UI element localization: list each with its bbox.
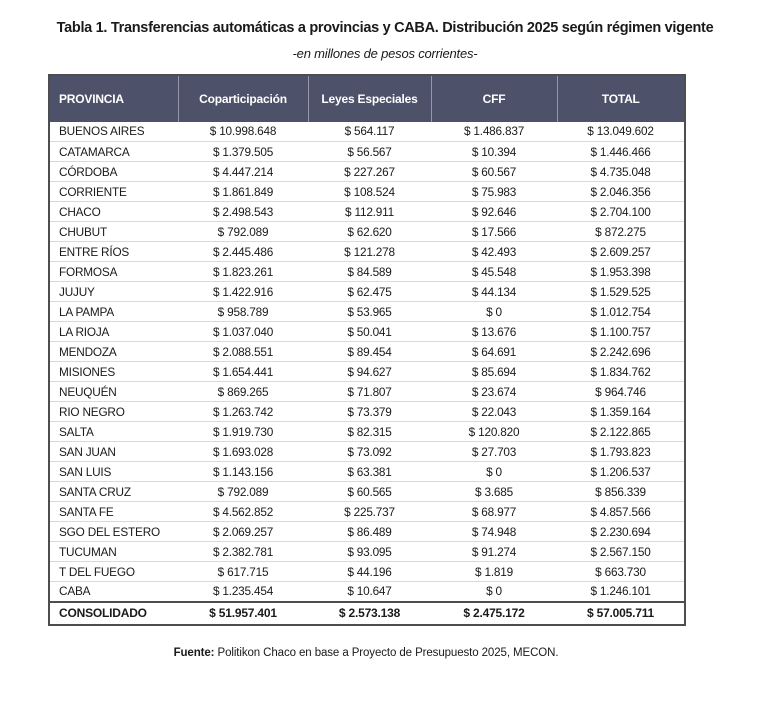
amount-cell: $ 1.422.916 (178, 282, 308, 302)
amount-cell: $ 1.953.398 (557, 262, 685, 282)
amount-cell: $ 856.339 (557, 482, 685, 502)
table-row (49, 122, 685, 142)
amount-cell: $ 1.037.040 (178, 322, 308, 342)
table-row (49, 402, 685, 422)
amount-cell: $ 120.820 (431, 422, 557, 442)
amount-cell: $ 75.983 (431, 182, 557, 202)
column-header-coparticipacion: Coparticipación (178, 75, 308, 122)
consolidado-label-cell: CONSOLIDADO (49, 602, 178, 625)
amount-cell: $ 10.998.648 (178, 122, 308, 142)
amount-cell: $ 1.823.261 (178, 262, 308, 282)
amount-cell: $ 27.703 (431, 442, 557, 462)
transfers-table (48, 74, 686, 626)
amount-cell: $ 84.589 (308, 262, 431, 282)
provincia-cell: SANTA CRUZ (49, 482, 178, 502)
amount-cell: $ 44.134 (431, 282, 557, 302)
amount-cell: $ 74.948 (431, 522, 557, 542)
amount-cell: $ 1.654.441 (178, 362, 308, 382)
amount-cell: $ 10.394 (431, 142, 557, 162)
amount-cell: $ 23.674 (431, 382, 557, 402)
amount-cell: $ 112.911 (308, 202, 431, 222)
provincia-cell: SAN LUIS (49, 462, 178, 482)
amount-cell: $ 2.230.694 (557, 522, 685, 542)
table-row (49, 282, 685, 302)
provincia-cell: SANTA FE (49, 502, 178, 522)
amount-cell: $ 0 (431, 462, 557, 482)
amount-cell: $ 1.359.164 (557, 402, 685, 422)
amount-cell: $ 89.454 (308, 342, 431, 362)
amount-cell: $ 10.647 (347, 584, 392, 599)
amount-cell: $ 1.446.466 (557, 142, 685, 162)
table-title: Tabla 1. Transferencias automáticas a provincias y CABA. Distribución 2025 según régimen vigente (56, 20, 714, 36)
amount-cell: $ 71.807 (308, 382, 431, 402)
amount-cell: $ 1.206.537 (557, 462, 685, 482)
table-row (49, 562, 685, 582)
amount-cell: $ 227.267 (308, 162, 431, 182)
consolidado-amount-cell: $ 57.005.711 (557, 602, 685, 625)
amount-cell: $ 13.049.602 (557, 122, 685, 142)
provincia-cell: MENDOZA (49, 342, 178, 362)
table-row (49, 462, 685, 482)
table-row (49, 442, 685, 462)
amount-cell: $ 2.498.543 (178, 202, 308, 222)
amount-cell: $ 564.117 (308, 122, 431, 142)
provincia-cell: ENTRE RÍOS (49, 242, 178, 262)
provincia-cell: MISIONES (49, 362, 178, 382)
provincia-cell: RIO NEGRO (49, 402, 178, 422)
table-row (49, 382, 685, 402)
amount-cell: $ 2.382.781 (178, 542, 308, 562)
provincia-cell: LA RIOJA (49, 322, 178, 342)
amount-cell: $ 73.379 (308, 402, 431, 422)
amount-cell: $ 0 (486, 584, 502, 599)
provincia-cell: NEUQUÉN (49, 382, 178, 402)
amount-cell: $ 1.235.454 (212, 584, 274, 599)
amount-cell: $ 792.089 (178, 482, 308, 502)
amount-cell: $ 2.122.865 (557, 422, 685, 442)
amount-cell: $ 964.746 (557, 382, 685, 402)
amount-cell: $ 1.861.849 (178, 182, 308, 202)
amount-cell: $ 1.919.730 (178, 422, 308, 442)
amount-cell: $ 13.676 (431, 322, 557, 342)
amount-cell: $ 1.693.028 (178, 442, 308, 462)
provincia-cell: CHACO (49, 202, 178, 222)
amount-cell: $ 2.704.100 (557, 202, 685, 222)
provincia-cell: CATAMARCA (49, 142, 178, 162)
amount-cell: $ 1.100.757 (557, 322, 685, 342)
amount-cell: $ 2.567.150 (557, 542, 685, 562)
column-header-total: TOTAL (557, 75, 685, 122)
amount-cell: $ 2.609.257 (557, 242, 685, 262)
amount-cell: $ 85.694 (431, 362, 557, 382)
provincia-cell: BUENOS AIRES (49, 122, 178, 142)
table-row (49, 222, 685, 242)
amount-cell: $ 60.565 (308, 482, 431, 502)
amount-cell: $ 63.381 (308, 462, 431, 482)
table-row (49, 522, 685, 542)
amount-cell: $ 872.275 (557, 222, 685, 242)
provincia-cell: LA PAMPA (49, 302, 178, 322)
amount-cell: $ 2.445.486 (178, 242, 308, 262)
table-body (49, 122, 685, 602)
amount-cell: $ 64.691 (431, 342, 557, 362)
amount-cell: $ 73.092 (308, 442, 431, 462)
amount-cell: $ 1.819 (431, 562, 557, 582)
provincia-cell: SGO DEL ESTERO (49, 522, 178, 542)
amount-cell: $ 44.196 (308, 562, 431, 582)
amount-cell: $ 2.088.551 (178, 342, 308, 362)
amount-cell: $ 663.730 (557, 562, 685, 582)
amount-cell: $ 1.486.837 (431, 122, 557, 142)
table-row (49, 322, 685, 342)
amount-cell: $ 45.548 (431, 262, 557, 282)
amount-cell: $ 225.737 (308, 502, 431, 522)
amount-cell: $ 4.447.214 (178, 162, 308, 182)
amount-cell: $ 108.524 (308, 182, 431, 202)
amount-cell: $ 4.857.566 (557, 502, 685, 522)
amount-cell: $ 94.627 (308, 362, 431, 382)
amount-cell: $ 2.046.356 (557, 182, 685, 202)
amount-cell: $ 86.489 (308, 522, 431, 542)
amount-cell: $ 60.567 (431, 162, 557, 182)
amount-cell: $ 1.379.505 (178, 142, 308, 162)
amount-cell: $ 92.646 (431, 202, 557, 222)
table-row (49, 242, 685, 262)
amount-cell: $ 62.620 (308, 222, 431, 242)
table-row (49, 142, 685, 162)
column-header-leyes-especiales: Leyes Especiales (308, 75, 431, 122)
amount-cell: $ 3.685 (431, 482, 557, 502)
amount-cell: $ 62.475 (308, 282, 431, 302)
consolidado-amount-cell: $ 2.573.138 (308, 602, 431, 625)
table-row (49, 302, 685, 322)
column-header-provincia: PROVINCIA (49, 75, 178, 122)
amount-cell: $ 50.041 (308, 322, 431, 342)
amount-cell: $ 53.965 (308, 302, 431, 322)
table-row (49, 582, 685, 602)
table-row (49, 422, 685, 442)
table-row (49, 482, 685, 502)
table-row (49, 502, 685, 522)
amount-cell: $ 93.095 (308, 542, 431, 562)
provincia-cell: T DEL FUEGO (49, 562, 178, 582)
consolidado-row (49, 602, 685, 625)
amount-cell: $ 91.274 (431, 542, 557, 562)
amount-cell: $ 869.265 (178, 382, 308, 402)
table-row (49, 362, 685, 382)
provincia-cell: FORMOSA (49, 262, 178, 282)
header-row (49, 75, 685, 122)
amount-cell: $ 617.715 (178, 562, 308, 582)
table-row (49, 262, 685, 282)
source-text: Politikon Chaco en base a Proyecto de Presupuesto 2025, MECON. (214, 646, 559, 659)
provincia-cell: SALTA (49, 422, 178, 442)
amount-cell: $ 2.069.257 (178, 522, 308, 542)
table-row (49, 342, 685, 362)
provincia-cell: CORRIENTE (49, 182, 178, 202)
amount-cell: $ 22.043 (431, 402, 557, 422)
consolidado-amount-cell: $ 2.475.172 (431, 602, 557, 625)
source-note (48, 647, 684, 659)
provincia-cell: TUCUMAN (49, 542, 178, 562)
amount-cell: $ 4.735.048 (557, 162, 685, 182)
amount-cell: $ 56.567 (308, 142, 431, 162)
amount-cell: $ 42.493 (431, 242, 557, 262)
amount-cell: $ 1.834.762 (557, 362, 685, 382)
amount-cell: $ 82.315 (308, 422, 431, 442)
amount-cell: $ 68.977 (431, 502, 557, 522)
table-row (49, 162, 685, 182)
provincia-cell: CABA (59, 584, 91, 599)
amount-cell: $ 1.793.823 (557, 442, 685, 462)
amount-cell: $ 17.566 (431, 222, 557, 242)
amount-cell: $ 1.143.156 (178, 462, 308, 482)
consolidado-amount-cell: $ 51.957.401 (178, 602, 308, 625)
table-row (49, 542, 685, 562)
amount-cell: $ 0 (431, 302, 557, 322)
amount-cell: $ 1.263.742 (178, 402, 308, 422)
table-subtitle: -en millones de pesos corrientes- (292, 45, 478, 61)
amount-cell: $ 1.246.101 (590, 584, 651, 599)
table-row (49, 182, 685, 202)
amount-cell: $ 121.278 (308, 242, 431, 262)
amount-cell: $ 958.789 (178, 302, 308, 322)
amount-cell: $ 1.529.525 (557, 282, 685, 302)
column-header-cff: CFF (431, 75, 557, 122)
amount-cell: $ 1.012.754 (557, 302, 685, 322)
provincia-cell: CÓRDOBA (49, 162, 178, 182)
amount-cell: $ 792.089 (178, 222, 308, 242)
source-label: Fuente: (173, 646, 215, 659)
provincia-cell: CHUBUT (49, 222, 178, 242)
amount-cell: $ 2.242.696 (557, 342, 685, 362)
provincia-cell: JUJUY (49, 282, 178, 302)
amount-cell: $ 4.562.852 (178, 502, 308, 522)
table-row (49, 202, 685, 222)
provincia-cell: SAN JUAN (49, 442, 178, 462)
